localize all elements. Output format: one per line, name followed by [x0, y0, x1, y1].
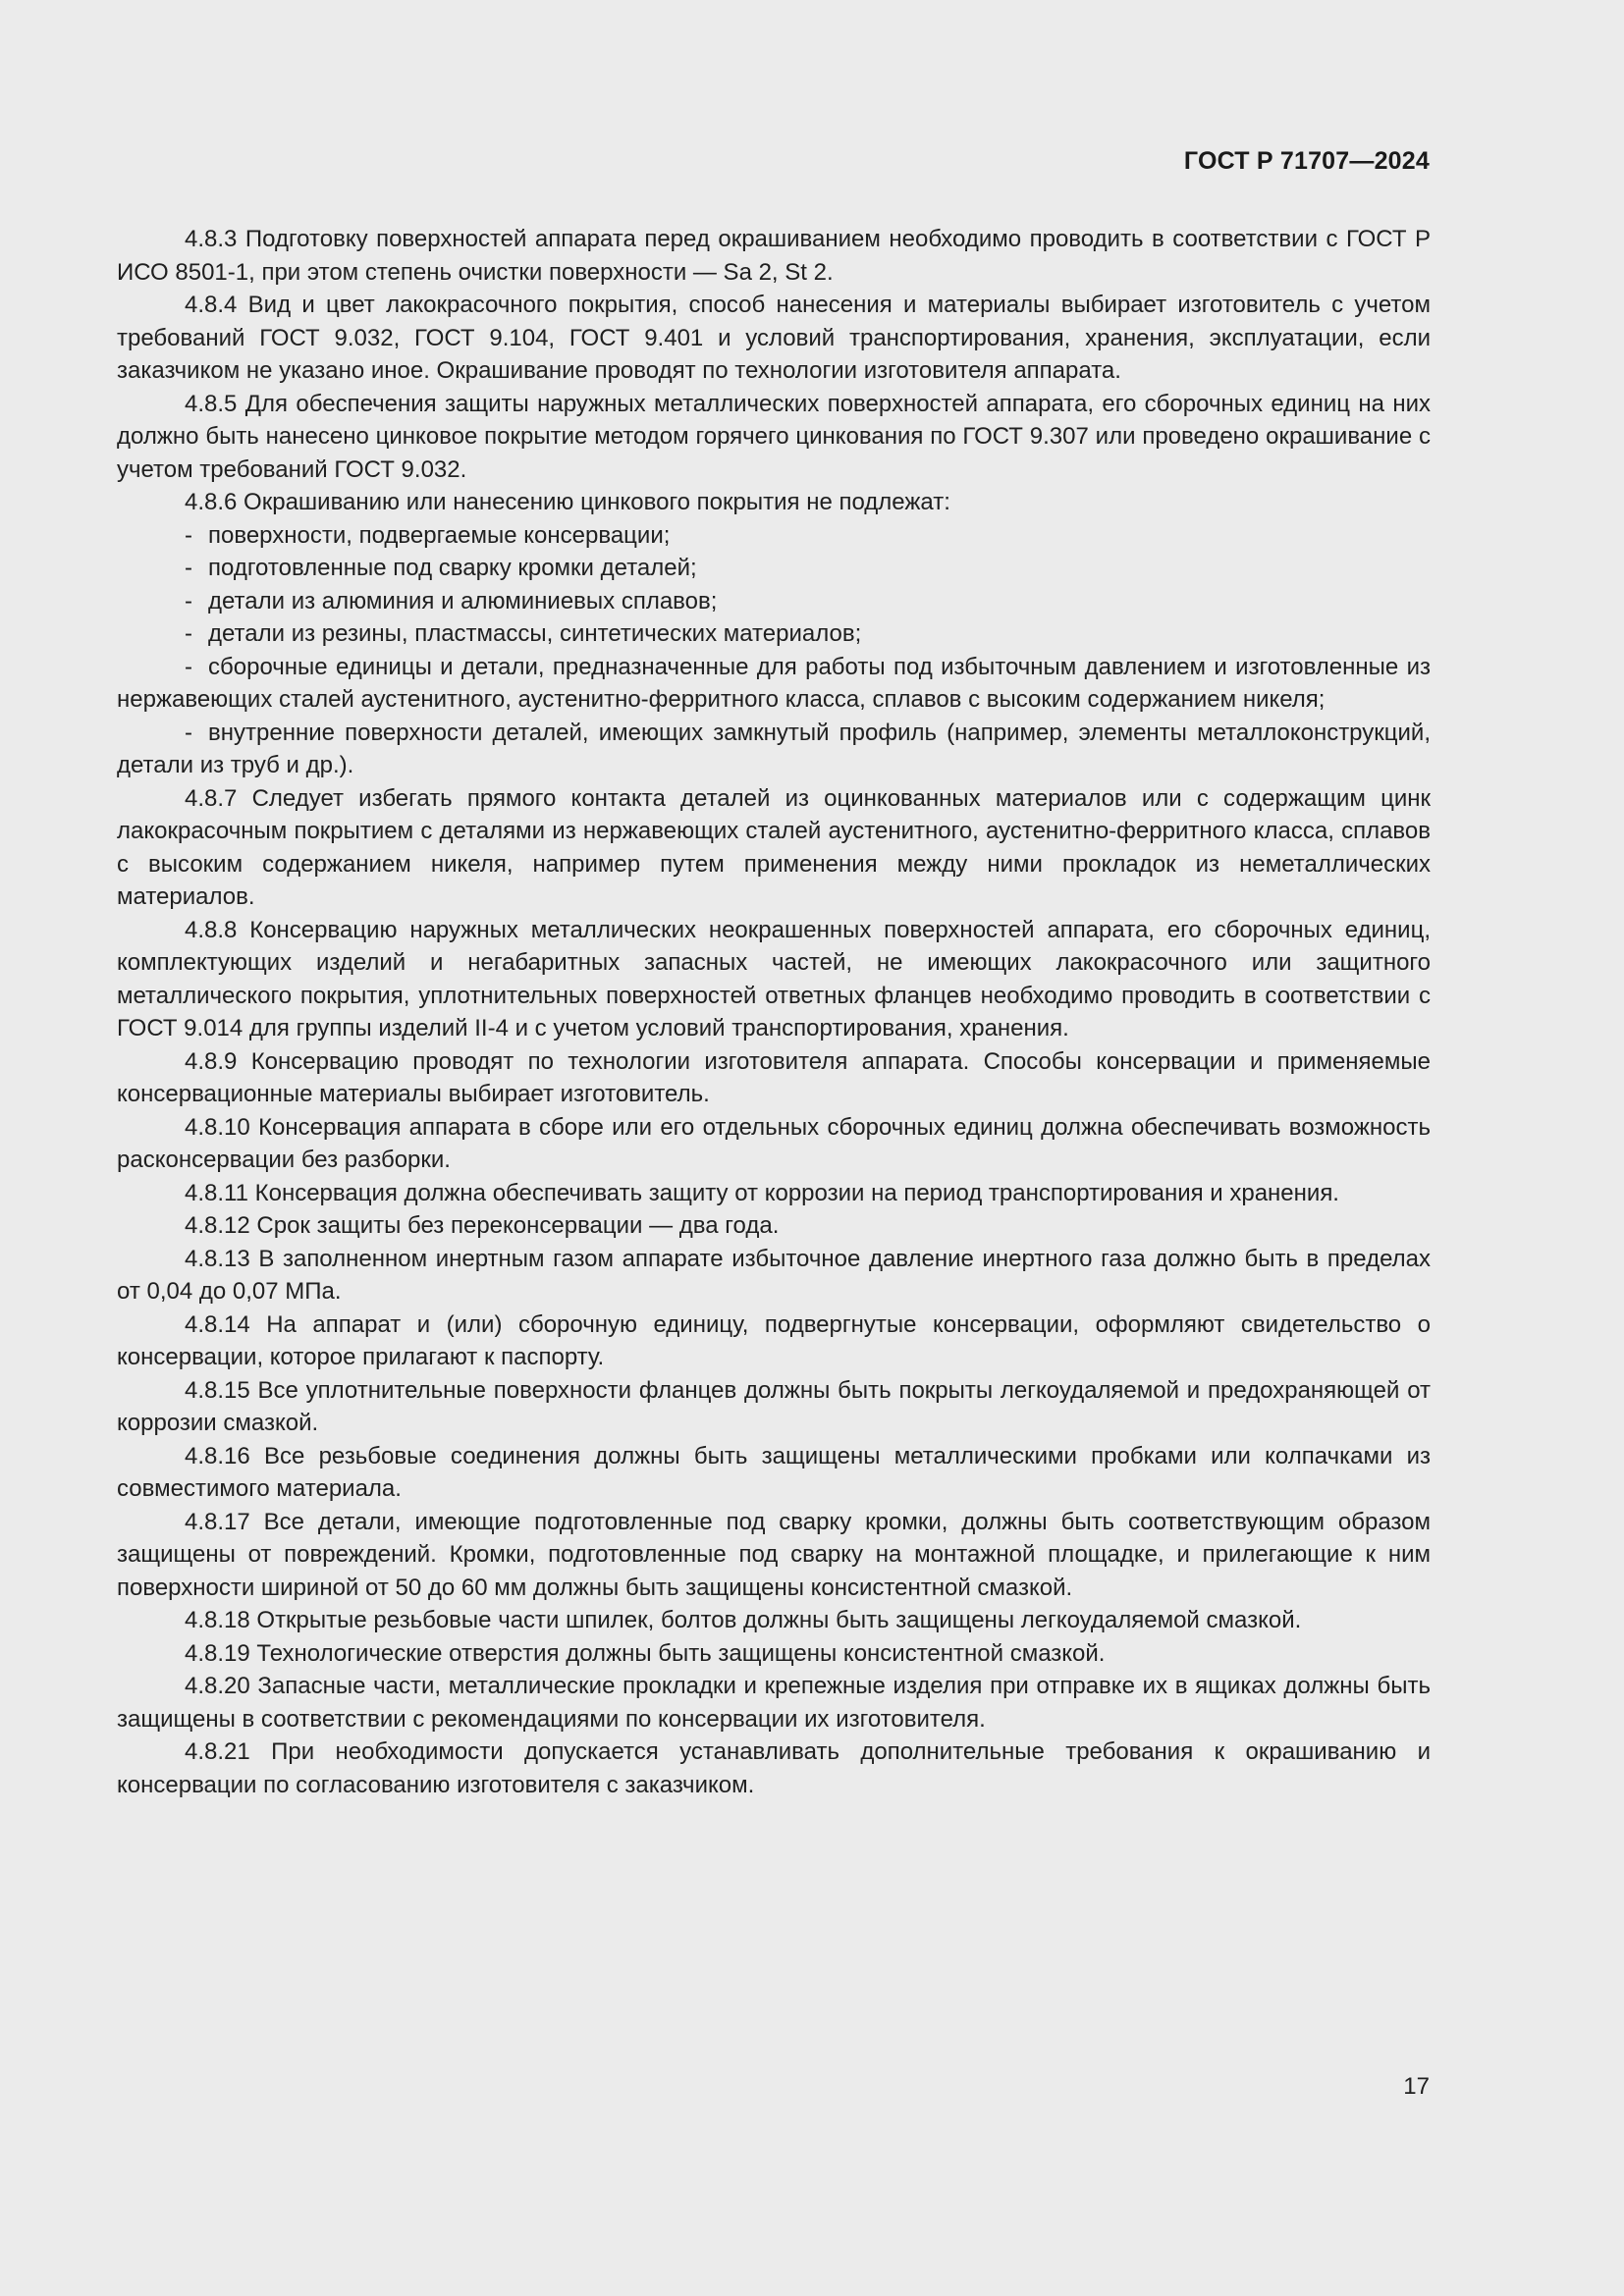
list-item: [117, 552, 1431, 585]
clause-paragraph: 4.8.4 Вид и цвет лакокрасочного покрытия, способ нанесения и материалы выбирает изготовитель с учетом требований ГОСТ 9.032, ГОСТ 9.104, ГОСТ 9.401 и условий транспортирования, хранения, эксплуатации, если заказчиком не указано иное. Окрашивание проводят по технологии изготовителя аппарата.: [117, 292, 1431, 384]
list-item: [117, 585, 1431, 618]
list-dash: -: [185, 521, 192, 549]
clause-paragraph: 4.8.5 Для обеспечения защиты наружных металлических поверхностей аппарата, его сборочных единиц на них должно быть нанесено цинковое покрытие методом горячего цинкования по ГОСТ 9.307 или проведено окрашивание с учетом требований ГОСТ 9.032.: [117, 390, 1431, 483]
document-code-header: ГОСТ Р 71707—2024: [1183, 147, 1430, 175]
page-number: 17: [1403, 2073, 1430, 2100]
clause-paragraph: 4.8.10 Консервация аппарата в сборе или его отдельных сборочных единиц должна обеспечивать возможность расконсервации без разборки.: [117, 1113, 1431, 1173]
list-dash: -: [185, 587, 192, 614]
clause-paragraph: 4.8.9 Консервацию проводят по технологии изготовителя аппарата. Способы консервации и применяемые консервационные материалы выбирает изготовитель.: [117, 1047, 1431, 1107]
clause-paragraph: 4.8.13 В заполненном инертным газом аппарате избыточное давление инертного газа должно быть в пределах от 0,04 до 0,07 МПа.: [117, 1245, 1431, 1305]
clause-paragraph: 4.8.19 Технологические отверстия должны быть защищены консистентной смазкой.: [185, 1639, 1106, 1667]
clause-paragraph: 4.8.16 Все резьбовые соединения должны быть защищены металлическими пробками или колпачками из совместимого материала.: [117, 1442, 1431, 1502]
clause-paragraph: 4.8.17 Все детали, имеющие подготовленные под сварку кромки, должны быть соответствующим образом защищены от повреждений. Кромки, подготовленные под сварку на монтажной площадке, и прилегающие к ним поверхности шириной от 50 до 60 мм должны быть защищены консистентной смазкой.: [117, 1508, 1431, 1601]
document-body: [117, 223, 1431, 1801]
list-item-text: подготовленные под сварку кромки деталей;: [208, 555, 697, 581]
clause-paragraph: 4.8.21 При необходимости допускается устанавливать дополнительные требования к окрашиванию и консервации по согласованию изготовителя с заказчиком.: [117, 1738, 1431, 1798]
clause-paragraph: 4.8.6 Окрашиванию или нанесению цинкового покрытия не подлежат:: [185, 489, 950, 515]
clause-paragraph: 4.8.3 Подготовку поверхностей аппарата перед окрашиванием необходимо проводить в соответствии с ГОСТ Р ИСО 8501-1, при этом степень очистки поверхности — Sa 2, St 2.: [117, 226, 1431, 286]
list-dash: -: [185, 653, 192, 680]
clause-paragraph: 4.8.18 Открытые резьбовые части шпилек, болтов должны быть защищены легкоудаляемой смазкой.: [185, 1607, 1302, 1633]
list-item-text: детали из резины, пластмассы, синтетических материалов;: [208, 620, 862, 647]
clause-paragraph: 4.8.14 На аппарат и (или) сборочную единицу, подвергнутые консервации, оформляют свидетельство о консервации, которое прилагают к паспорту.: [117, 1310, 1431, 1370]
list-item: [117, 651, 1431, 717]
clause-paragraph: 4.8.15 Все уплотнительные поверхности фланцев должны быть покрыты легкоудаляемой и предохраняющей от коррозии смазкой.: [117, 1376, 1431, 1436]
list-item-text: детали из алюминия и алюминиевых сплавов;: [208, 587, 718, 614]
list-item-text: сборочные единицы и детали, предназначенные для работы под избыточным давлением и изготовленные из нержавеющих сталей аустенитного, аустенитно-ферритного класса, сплавов с высоким содержанием никеля;: [117, 653, 1431, 713]
list-item: [117, 519, 1431, 553]
clause-paragraph: 4.8.11 Консервация должна обеспечивать защиту от коррозии на период транспортирования и хранения.: [185, 1179, 1339, 1206]
list-item-text: внутренние поверхности деталей, имеющих замкнутый профиль (например, элементы металлоконструкций, детали из труб и др.).: [117, 719, 1431, 778]
list-dash: -: [185, 555, 192, 581]
clause-paragraph: 4.8.20 Запасные части, металлические прокладки и крепежные изделия при отправке их в ящиках должны быть защищены в соответствии с рекомендациями по консервации их изготовителя.: [117, 1673, 1431, 1733]
clause-paragraph: 4.8.7 Следует избегать прямого контакта деталей из оцинкованных материалов или с содержащим цинк лакокрасочным покрытием с деталями из нержавеющих сталей аустенитного, аустенитно-ферритного класса, сплавов с высоким содержанием никеля, например путем применения между ними прокладок из неметаллических материалов.: [117, 784, 1431, 910]
list-dash: -: [185, 719, 192, 746]
list-item: [117, 617, 1431, 651]
list-item-text: поверхности, подвергаемые консервации;: [208, 521, 671, 549]
list-item: [117, 717, 1431, 782]
list-dash: -: [185, 620, 192, 647]
clause-paragraph: 4.8.8 Консервацию наружных металлических неокрашенных поверхностей аппарата, его сборочных единиц, комплектующих изделий и негабаритных запасных частей, не имеющих лакокрасочного или защитного металлического покрытия, уплотнительных поверхностей ответных фланцев необходимо проводить в соответствии с ГОСТ 9.014 для группы изделий II-4 и с учетом условий транспортирования, хранения.: [117, 916, 1431, 1041]
clause-paragraph: 4.8.12 Срок защиты без переконсервации — два года.: [185, 1212, 780, 1239]
